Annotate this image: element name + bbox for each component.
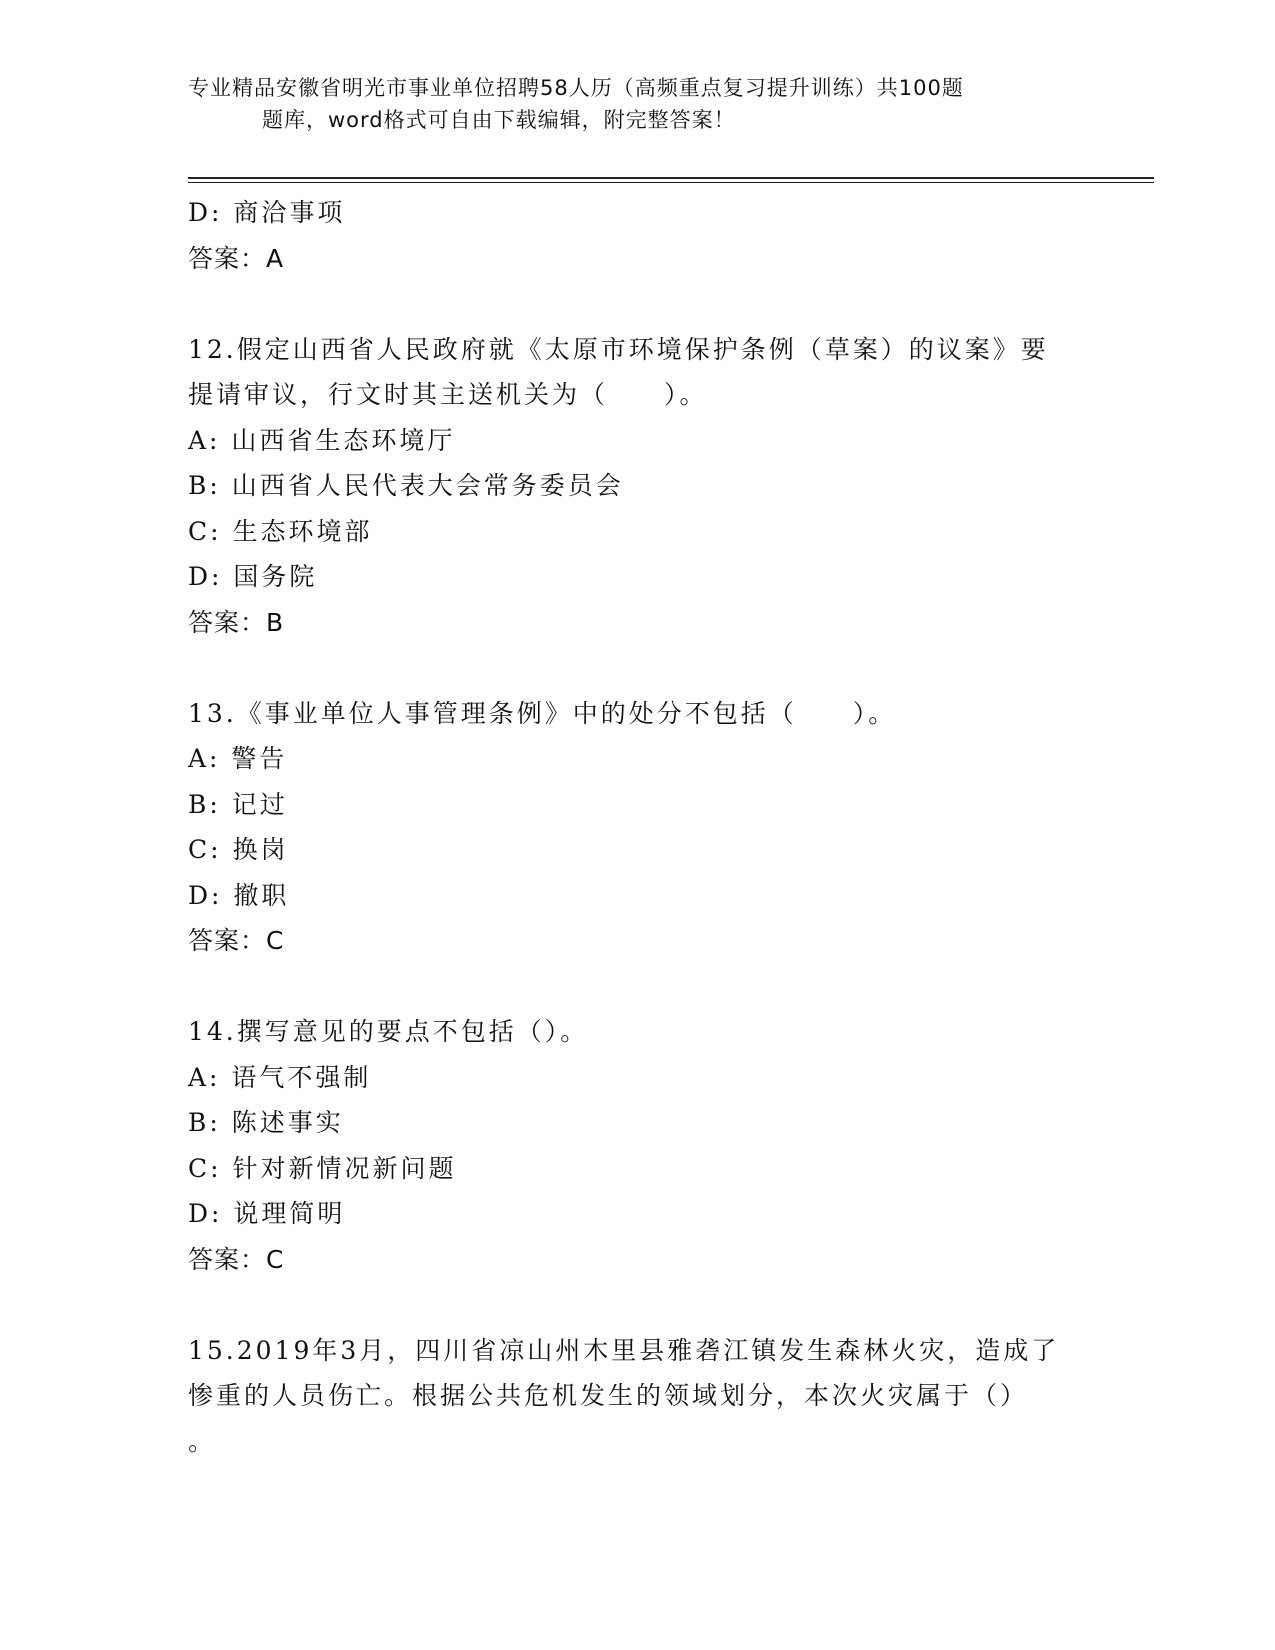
question-content [188, 190, 1088, 1464]
header-divider-thin [188, 182, 1154, 183]
q12-answer: 答案：B [188, 607, 285, 637]
page-header [188, 72, 1068, 136]
q14-option-c: C: 针对新情况新问题 [188, 1153, 457, 1183]
prev-option-d: D: 商洽事项 [188, 198, 346, 227]
q13-option-c: C: 换岗 [188, 835, 289, 864]
header-line-2: 题库，word格式可自由下载编辑，附完整答案！ [262, 108, 736, 132]
q12-text-line-2: 提请审议，行文时其主送机关为（ ）。 [188, 380, 708, 409]
q15-text-line-2: 惨重的人员伤亡。根据公共危机发生的领域划分，本次火灾属于（） [188, 1381, 1029, 1410]
q12-option-c: C: 生态环境部 [188, 516, 373, 546]
q14-text-line-1: 14.撰写意见的要点不包括（）。 [188, 1017, 589, 1046]
q12-option-d: D: 国务院 [188, 562, 318, 591]
header-line-1: 专业精品安徽省明光市事业单位招聘58人历（高频重点复习提升训练）共100题 [188, 76, 964, 100]
header-divider [188, 177, 1154, 179]
q14-option-b: B: 陈述事实 [188, 1108, 344, 1137]
q13-option-a: A: 警告 [188, 744, 288, 773]
q15-text-line-3: 。 [188, 1426, 217, 1456]
prev-answer: 答案：A [188, 243, 285, 273]
q12-text-line-1: 12.假定山西省人民政府就《太原市环境保护条例（草案）的议案》要 [188, 334, 1049, 364]
q14-answer: 答案：C [188, 1244, 285, 1274]
q14-option-a: A: 语气不强制 [188, 1062, 372, 1092]
q13-option-d: D: 撤职 [188, 880, 290, 910]
q12-option-b: B: 山西省人民代表大会常务委员会 [188, 471, 624, 500]
q14-option-d: D: 说理简明 [188, 1199, 346, 1228]
q12-option-a: A: 山西省生态环境厅 [188, 425, 456, 455]
q15-text-line-1: 15.2019年3月，四川省凉山州木里县雅砻江镇发生森林火灾，造成了 [188, 1335, 1060, 1365]
q13-text-line-1: 13.《事业单位人事管理条例》中的处分不包括（ ）。 [188, 698, 897, 728]
q13-answer: 答案：C [188, 926, 285, 955]
q13-option-b: B: 记过 [188, 789, 288, 819]
